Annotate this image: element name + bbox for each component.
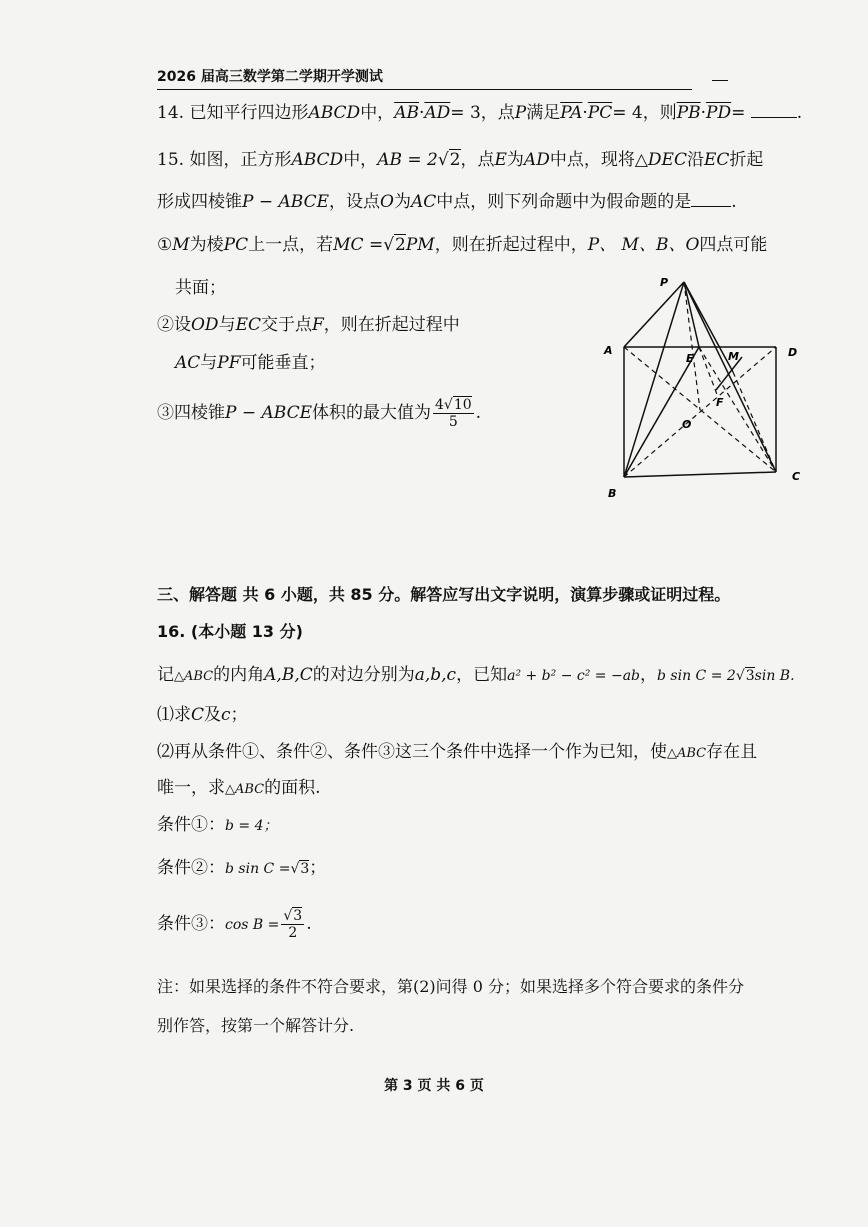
q15-math: P、 M、B、O [587, 235, 700, 255]
q16-text: 的面积. [264, 778, 321, 798]
q16-math: a² + b² − c² = −ab [507, 668, 641, 684]
q16-math: △ABC [667, 746, 707, 761]
q16-math: △ABC [225, 782, 265, 797]
label-e: E [686, 352, 694, 365]
part-2-cont [157, 778, 321, 798]
sqrt-symbol: √ [437, 150, 449, 170]
label-o: O [682, 418, 692, 431]
q16-text: 的对边分别为 [312, 665, 415, 685]
section-3-title: 三、解答题 共 6 小题，共 85 分。解答应写出文字说明，演算步骤或证明过程。 [157, 585, 731, 604]
q16-text: 条件③： [157, 914, 225, 935]
condition-1 [157, 815, 278, 835]
q15-text: 为 [393, 192, 411, 212]
q15-text: 与 [200, 353, 218, 373]
answer-blank [751, 102, 797, 118]
condition-3 [157, 908, 312, 941]
q15-text: ③四棱锥 [157, 403, 225, 424]
q15-text: ，则在折起过程中 [323, 315, 460, 335]
q14-text: 中， [360, 103, 395, 123]
q15-text: 为 [506, 150, 524, 170]
label-a: A [604, 344, 613, 357]
q14-text: = 3，点 [450, 103, 515, 123]
question-15-line-1 [157, 150, 763, 170]
fraction: $\frac{4√10}{5}$ [435, 397, 472, 431]
q15-text: 15. 如图，正方形 [157, 150, 292, 170]
label-m: M [728, 350, 739, 363]
q16-math: A,B,C [264, 665, 313, 685]
q16-math: b = 4； [225, 818, 278, 834]
q15-math: O [380, 192, 394, 212]
q16-math: 2 [288, 925, 298, 942]
q15-math: EC [235, 315, 261, 335]
q16-text: 唯一，求 [157, 778, 225, 798]
q16-text: ； [230, 705, 248, 725]
q15-text: 与 [218, 315, 236, 335]
q15-text: ① [157, 235, 173, 255]
q15-math: PF [217, 353, 241, 373]
part-2 [157, 742, 757, 762]
question-16-head: 16. (本小题 13 分) [157, 622, 303, 641]
statement-2 [157, 315, 460, 335]
q15-math: EC [703, 150, 730, 170]
q15-text: 中点，则下列命题中为假命题的是 [436, 192, 692, 212]
q16-math: c [221, 705, 231, 725]
q15-math: 2 [449, 150, 461, 170]
q14-text: = 4，则 [612, 103, 677, 123]
dot-operator: · [582, 103, 588, 123]
answer-blank [691, 191, 731, 207]
q15-math: MC = [333, 235, 384, 255]
q15-text: 为棱 [189, 235, 224, 255]
q16-text: 条件②： [157, 858, 225, 878]
q15-math: OD [191, 315, 219, 335]
q15-text: 中点，现将 [549, 150, 635, 170]
q16-math: 3 [293, 908, 303, 924]
q15-text: 折起 [729, 150, 764, 170]
q15-math: M [172, 235, 190, 255]
q15-text: 形成四棱锥 [157, 192, 242, 212]
q15-math: AB = 2 [377, 150, 438, 170]
q16-math: 3 [745, 668, 755, 684]
statement-3 [157, 397, 481, 430]
q15-math: P − ABCE [225, 403, 312, 424]
q16-math: △ABC [174, 669, 214, 684]
question-15-line-2 [157, 191, 737, 212]
label-c: C [792, 470, 801, 483]
q15-text: ②设 [157, 315, 191, 335]
q16-text: 的内角 [213, 665, 265, 685]
vector-ab: $\overline{AB}$ [394, 103, 419, 123]
q15-math: AC [175, 353, 201, 373]
q16-text: ； [309, 858, 327, 878]
pyramid-diagram [598, 272, 814, 504]
label-b: B [608, 487, 617, 500]
statement-1 [157, 235, 767, 255]
q15-text: . [475, 403, 482, 424]
q15-text: ，点 [460, 150, 495, 170]
fraction: $\frac{√3}{2}$ [283, 908, 303, 942]
q16-text: 条件①： [157, 815, 225, 835]
q15-math: F [312, 315, 324, 335]
q14-text: = [731, 103, 746, 123]
q15-text: 上一点，若 [248, 235, 334, 255]
q16-math: cos B = [225, 917, 280, 934]
vector-pd: $\overline{PD}$ [706, 103, 732, 123]
q15-math: 10 [453, 397, 472, 413]
q15-text: 四点可能 [699, 235, 768, 255]
q15-math: 5 [448, 414, 458, 431]
q16-text: . [306, 914, 312, 935]
q16-math: C [191, 705, 205, 725]
q16-text: ，已知 [456, 665, 508, 685]
q16-math: a,b,c [414, 665, 457, 685]
q14-abcd: ABCD [308, 103, 361, 123]
q15-math: 2 [395, 235, 406, 255]
note-line-2: 别作答，按第一个解答计分. [157, 1016, 355, 1035]
vector-pc: $\overline{PC}$ [587, 103, 613, 123]
dot-operator: · [700, 103, 707, 123]
q15-text: 体积的最大值为 [312, 403, 431, 424]
q16-text: ⑵再从条件①、条件②、条件③这三个条件中选择一个作为已知，使 [157, 742, 667, 762]
q15-math: PC [223, 235, 249, 255]
q15-text: 交于点 [261, 315, 312, 335]
statement-2-cont [175, 353, 326, 373]
condition-2 [157, 858, 326, 878]
q16-math: b sin C = [225, 861, 291, 877]
q14-text: 14. 已知平行四边形 [157, 103, 309, 123]
q15-text: 中， [343, 150, 378, 170]
label-d: D [788, 346, 798, 359]
point-p: P [514, 103, 527, 123]
q15-math: ABCD [291, 150, 344, 170]
q16-math: b sin C = 2 [657, 668, 736, 684]
q16-text: ⑴求 [157, 705, 191, 725]
page-footer: 第 3 页 共 6 页 [384, 1078, 484, 1094]
q15-math: △DEC [634, 150, 687, 170]
vector-pb: $\overline{PB}$ [676, 103, 701, 123]
dot-operator: · [418, 103, 425, 123]
q16-text: 记 [157, 665, 174, 685]
q16-text: ， [640, 665, 658, 685]
sqrt-symbol: √ [290, 861, 300, 877]
q15-math: E [494, 150, 507, 170]
q15-math: 4 [435, 397, 444, 413]
label-f: F [716, 396, 724, 409]
label-p: P [660, 276, 669, 289]
question-14 [157, 102, 802, 123]
q15-text: ，设点 [329, 192, 380, 212]
q16-text: 及 [204, 705, 222, 725]
q16-text: 存在且 [706, 742, 758, 762]
page-header: 2026 届高三数学第二学期开学测试 [157, 66, 692, 90]
sqrt-symbol: √ [735, 668, 745, 684]
q14-text: . [796, 103, 803, 123]
q15-math: AD [523, 150, 550, 170]
q15-text: . [731, 192, 737, 212]
vector-ad: $\overline{AD}$ [424, 103, 451, 123]
q16-math: sin B. [754, 668, 795, 684]
q14-text: 满足 [526, 103, 561, 123]
note-line-1: 注：如果选择的条件不符合要求，第(2)问得 0 分；如果选择多个符合要求的条件分 [157, 977, 745, 996]
q15-math: PM [405, 235, 435, 255]
statement-1-cont: 共面； [175, 278, 226, 298]
sqrt-symbol: √ [383, 235, 395, 255]
q16-math: 3 [300, 861, 310, 877]
q15-math: AC [410, 192, 437, 212]
header-mark [712, 80, 728, 81]
pyramid-figure [598, 272, 814, 504]
part-1 [157, 705, 248, 725]
q15-math: P − ABCE [242, 192, 329, 212]
q15-text: ，则在折起过程中， [434, 235, 588, 255]
q15-text: 可能垂直； [240, 353, 326, 373]
question-16-stem [157, 665, 795, 685]
vector-pa: $\overline{PA}$ [560, 103, 583, 123]
q15-text: 沿 [686, 150, 704, 170]
